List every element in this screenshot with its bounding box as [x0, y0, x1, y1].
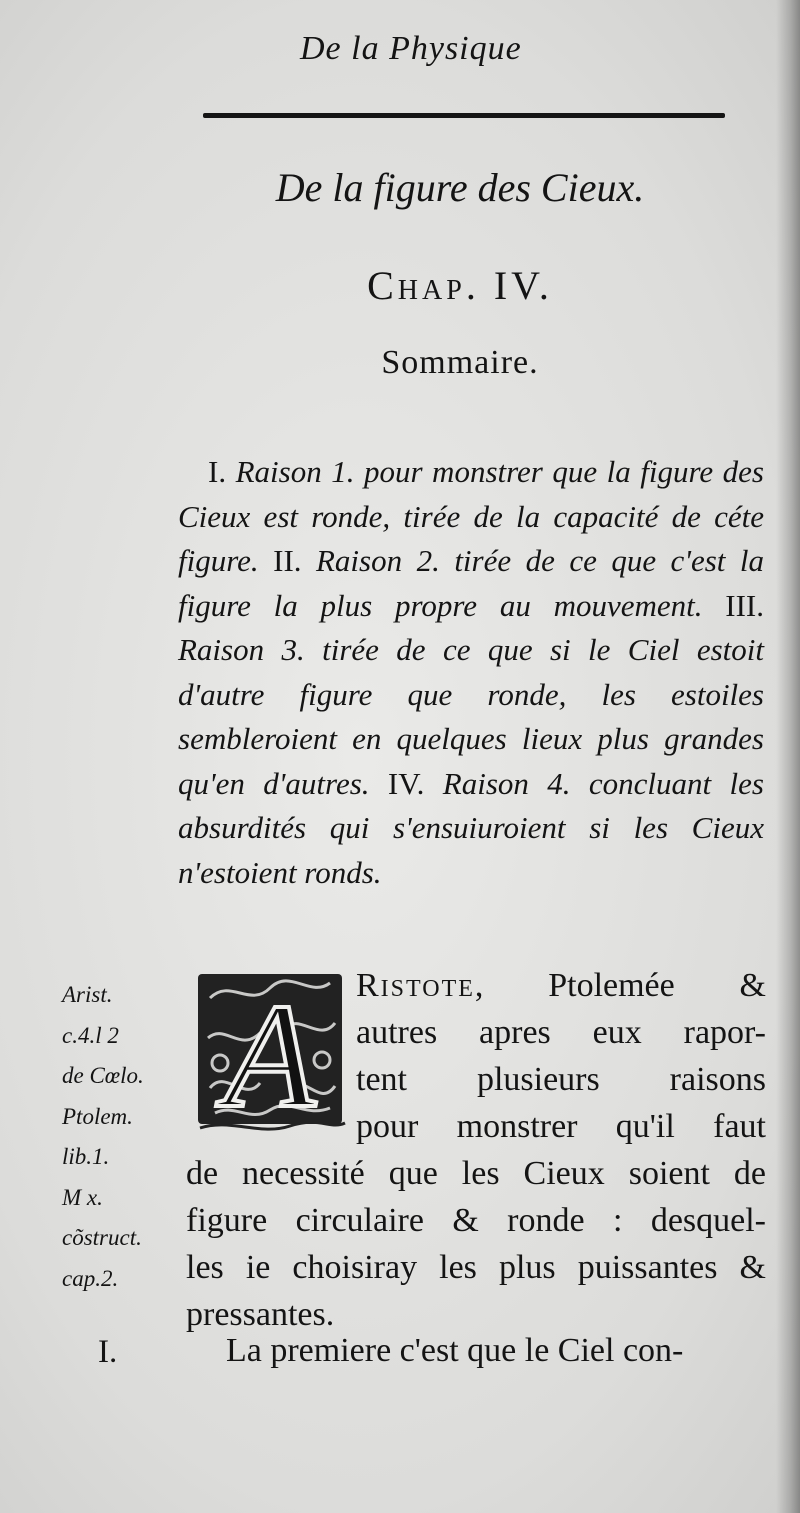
body-line: autres apres eux rapor- — [356, 1014, 766, 1051]
summary-item-2: Raison 2. tirée de ce que c'est la figure la plus propre au mouvement. — [178, 543, 764, 623]
margin-note: de Cœlo. — [62, 1063, 144, 1088]
body-line: pressantes. — [186, 1296, 335, 1333]
summary-number-4: IV. — [387, 765, 443, 801]
margin-note: M x. — [62, 1184, 103, 1210]
body-line — [186, 962, 766, 1009]
body-line: pour monstrer qu'il faut — [356, 1108, 766, 1145]
running-header: De la Physique — [300, 30, 522, 67]
margin-note: cõstruct. — [62, 1225, 142, 1250]
summary-item-3: Raison 3. tirée de ce que si le Ciel estoit d'autre figure que ronde, les estoiles sembleroient en quelques lieux plus grandes qu'en d'autres. — [178, 632, 764, 801]
margin-note: Ptolem. — [62, 1103, 133, 1129]
margin-notes — [62, 975, 186, 1299]
paragraph-number: I. — [98, 1334, 118, 1370]
chapter-summary — [178, 450, 764, 895]
margin-note: c.4.l 2 — [62, 1022, 119, 1048]
body-line: figure circulaire & ronde : desquel- — [186, 1202, 766, 1239]
summary-number-3: III. — [725, 587, 764, 623]
chapter-number: Chap. IV. — [367, 263, 553, 308]
chapter-title: De la figure des Cieux. — [275, 165, 645, 210]
summary-heading: Sommaire. — [381, 344, 539, 381]
margin-note: lib.1. — [62, 1144, 110, 1169]
summary-number-2: II. — [273, 543, 316, 578]
summary-number-1: I. — [208, 454, 236, 489]
summary-item-1: Raison 1. pour monstrer que la figure des Cieux est ronde, tirée de la capacité de céte figure. — [178, 454, 764, 578]
initial-letter-glyph: A — [224, 973, 316, 1136]
small-caps-word: Ristote — [356, 967, 475, 1004]
body-text-fragment: , Ptolemée & — [474, 967, 766, 1004]
margin-note: Arist. — [62, 982, 113, 1007]
paragraph-first-line: La premiere c'est que le Ciel con- — [226, 1332, 684, 1369]
header-rule — [203, 113, 725, 118]
body-line: tent plusieurs raisons — [356, 1061, 766, 1098]
page-edge-shadow — [776, 0, 800, 1513]
margin-note: cap.2. — [62, 1265, 119, 1291]
summary-item-4: Raison 4. concluant les absurdités qui s'ensuiuroient si les Cieux n'estoient ronds. — [178, 765, 764, 890]
body-line: de necessité que les Cieux soient de — [186, 1155, 766, 1192]
body-line: les ie choisiray les plus puissantes & — [186, 1249, 766, 1286]
body-paragraph — [186, 962, 766, 1338]
